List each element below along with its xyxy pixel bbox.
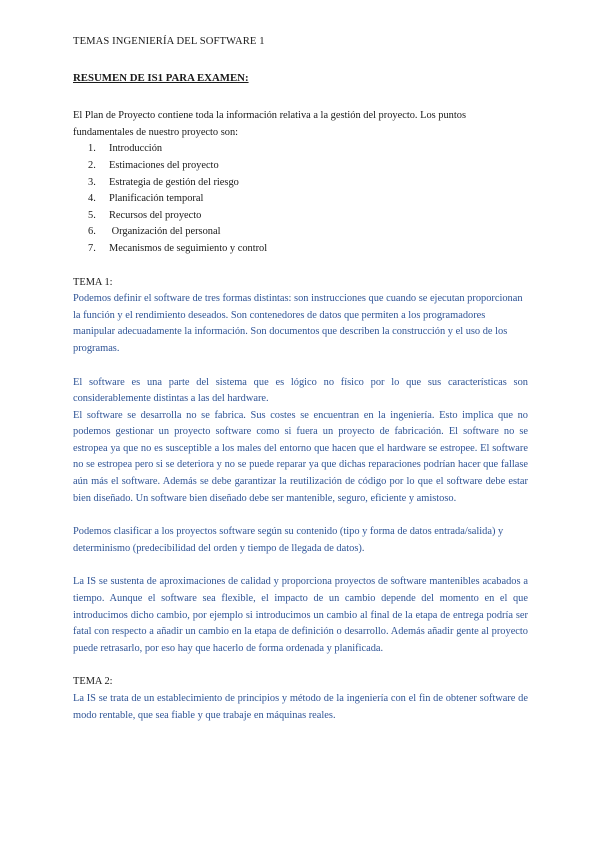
document-page (73, 34, 528, 724)
tema2-paragraph-1: La IS se trata de un establecimiento de principios y método de la ingeniería con el fin de obtener software de modo rentable, que sea fiable y que trabaje en máquinas reales. (73, 693, 528, 721)
list-item-label: Estimaciones del proyecto (109, 159, 219, 171)
list-item (88, 175, 528, 192)
tema1-paragraph-2: El software es una parte del sistema que es lógico no físico por lo que sus características son considerablemente distintas a las del hardware. (73, 376, 528, 405)
tema1-paragraph-5: La IS se sustenta de aproximaciones de calidad y proporciona proyectos de software mantenibles acabados a tiempo. Aunque el software sea flexible, el impacto de un cambio depende del momento en el que introducimos dicho cambio, por ejemplo si introducimos un cambio al final de la etapa de entrega podría ser fatal con respecto a añadir un cambio en la etapa de definición o desarrollo. Además añadir gente al proyecto puede retrasarlo, por eso hay que hacerlo de forma ordenada y planificada. (73, 576, 528, 654)
list-item-number: 3. (88, 176, 96, 188)
list-item-label: Introducción (109, 143, 163, 155)
tema1-paragraph-1: Podemos definir el software de tres formas distintas: son instrucciones que cuando se ejecutan proporcionan la función y el rendimiento deseados. Son contenedores de datos que permiten a los programadores manipular adecuadamente la información. Son documentos que describen la construcción y el uso de los programas. (73, 293, 523, 354)
tema2-title: TEMA 2: (73, 676, 113, 688)
list-item-label: Estrategia de gestión del riesgo (109, 176, 239, 188)
list-item-number: 1. (88, 143, 96, 155)
intro-paragraph: El Plan de Proyecto contiene toda la información relativa a la gestión del proyecto. Los puntos fundamentales de nuestro proyecto son: (73, 110, 466, 138)
tema1-paragraph-3: El software se desarrolla no se fabrica. Sus costes se encuentran en la ingeniería. Esto implica que no podemos gestionar un proyecto software como si fuera un proyecto de fabricación. El software no se estropea ya que no es susceptible a los males del entorno que hacen que el hardware se estropee. El software no se estropea pero si se deteriora y no se puede reparar ya que dichas reparaciones podrían hacer que fallase aún más el software. Además se debe garantizar la reutilización de código por lo que el software debe estar bien diseñado. Un software bien diseñado debe ser mantenible, seguro, eficiente y amistoso. (73, 409, 528, 504)
list-item-label: Mecanismos de seguimiento y control (109, 242, 268, 254)
list-item (88, 208, 528, 225)
tema1-paragraph-4: Podemos clasificar a los proyectos software según su contenido (tipo y forma de datos entrada/salida) y determinismo (predecibilidad del orden y tiempo de llegada de datos). (73, 526, 504, 554)
list-item-number: 4. (88, 193, 96, 205)
list-item (88, 224, 528, 241)
summary-title: RESUMEN DE IS1 PARA EXAMEN: (73, 71, 249, 84)
list-item-label: Recursos del proyecto (109, 209, 202, 221)
list-item-number: 6. (88, 226, 96, 238)
list-item (88, 241, 528, 258)
list-item (88, 158, 528, 175)
list-item-number: 7. (88, 242, 96, 254)
list-item (88, 141, 528, 158)
list-item-number: 5. (88, 209, 96, 221)
list-item (88, 191, 528, 208)
tema1-title: TEMA 1: (73, 276, 113, 288)
plan-list (73, 141, 528, 257)
list-item-label: Planificación temporal (109, 193, 204, 205)
document-header: TEMAS INGENIERÍA DEL SOFTWARE 1 (73, 36, 265, 47)
list-item-label: Organización del personal (109, 226, 221, 238)
list-item-number: 2. (88, 159, 96, 171)
